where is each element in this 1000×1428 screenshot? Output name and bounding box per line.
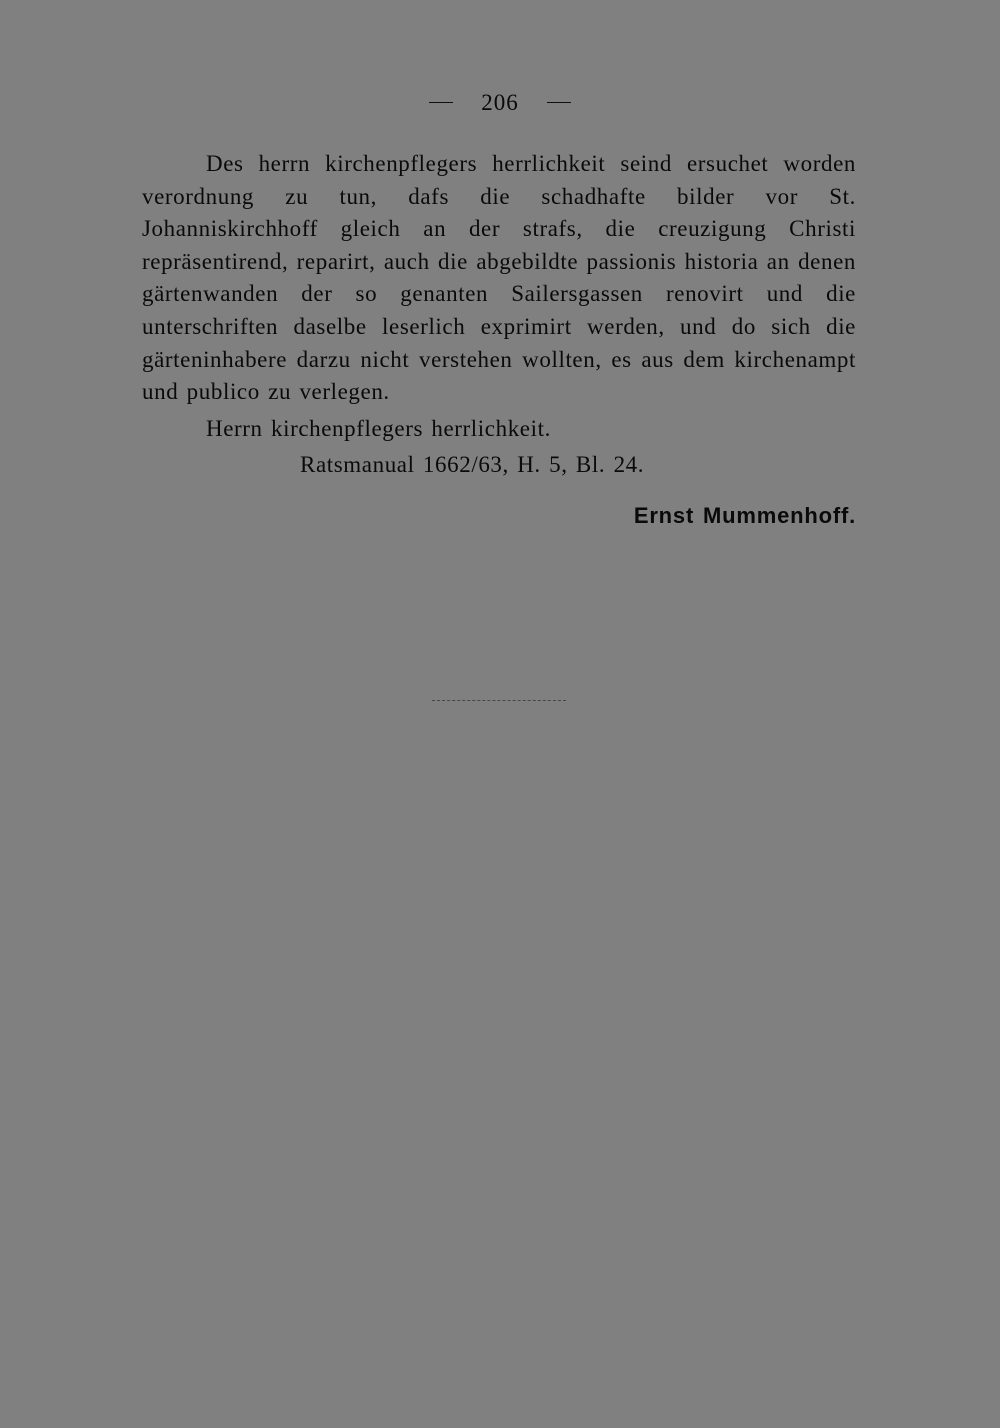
source-citation: Ratsmanual 1662/63, H. 5, Bl. 24. — [300, 452, 645, 478]
header-dash-right — [547, 102, 571, 103]
header-dash-left — [429, 102, 453, 103]
author-signature: Ernst Mummenhoff. — [633, 502, 856, 528]
main-paragraph: Des herrn kirchenpflegers herrlichkeit seind ersuchet worden verordnung zu tun, dafs die schadhafte bilder vor St. Johanniskirchhoff gleich an der strafs, die creuzigung Christi repräsentirend, reparirt, auch die abgebildte passionis historia an denen gärtenwanden der so genanten Sailersgassen renovirt und die unterschriften daselbe leserlich exprimirt werden, und do sich die gärteninhabere darzu nicht verstehen wollten, es aus dem kirchenampt und publico zu verlegen. — [142, 151, 856, 405]
page-number: 206 — [481, 90, 519, 115]
body-text — [142, 148, 856, 533]
page-number-header — [0, 90, 1000, 116]
section-divider — [432, 700, 566, 701]
closing-line: Herrn kirchenpflegers herrlichkeit. — [206, 415, 551, 441]
